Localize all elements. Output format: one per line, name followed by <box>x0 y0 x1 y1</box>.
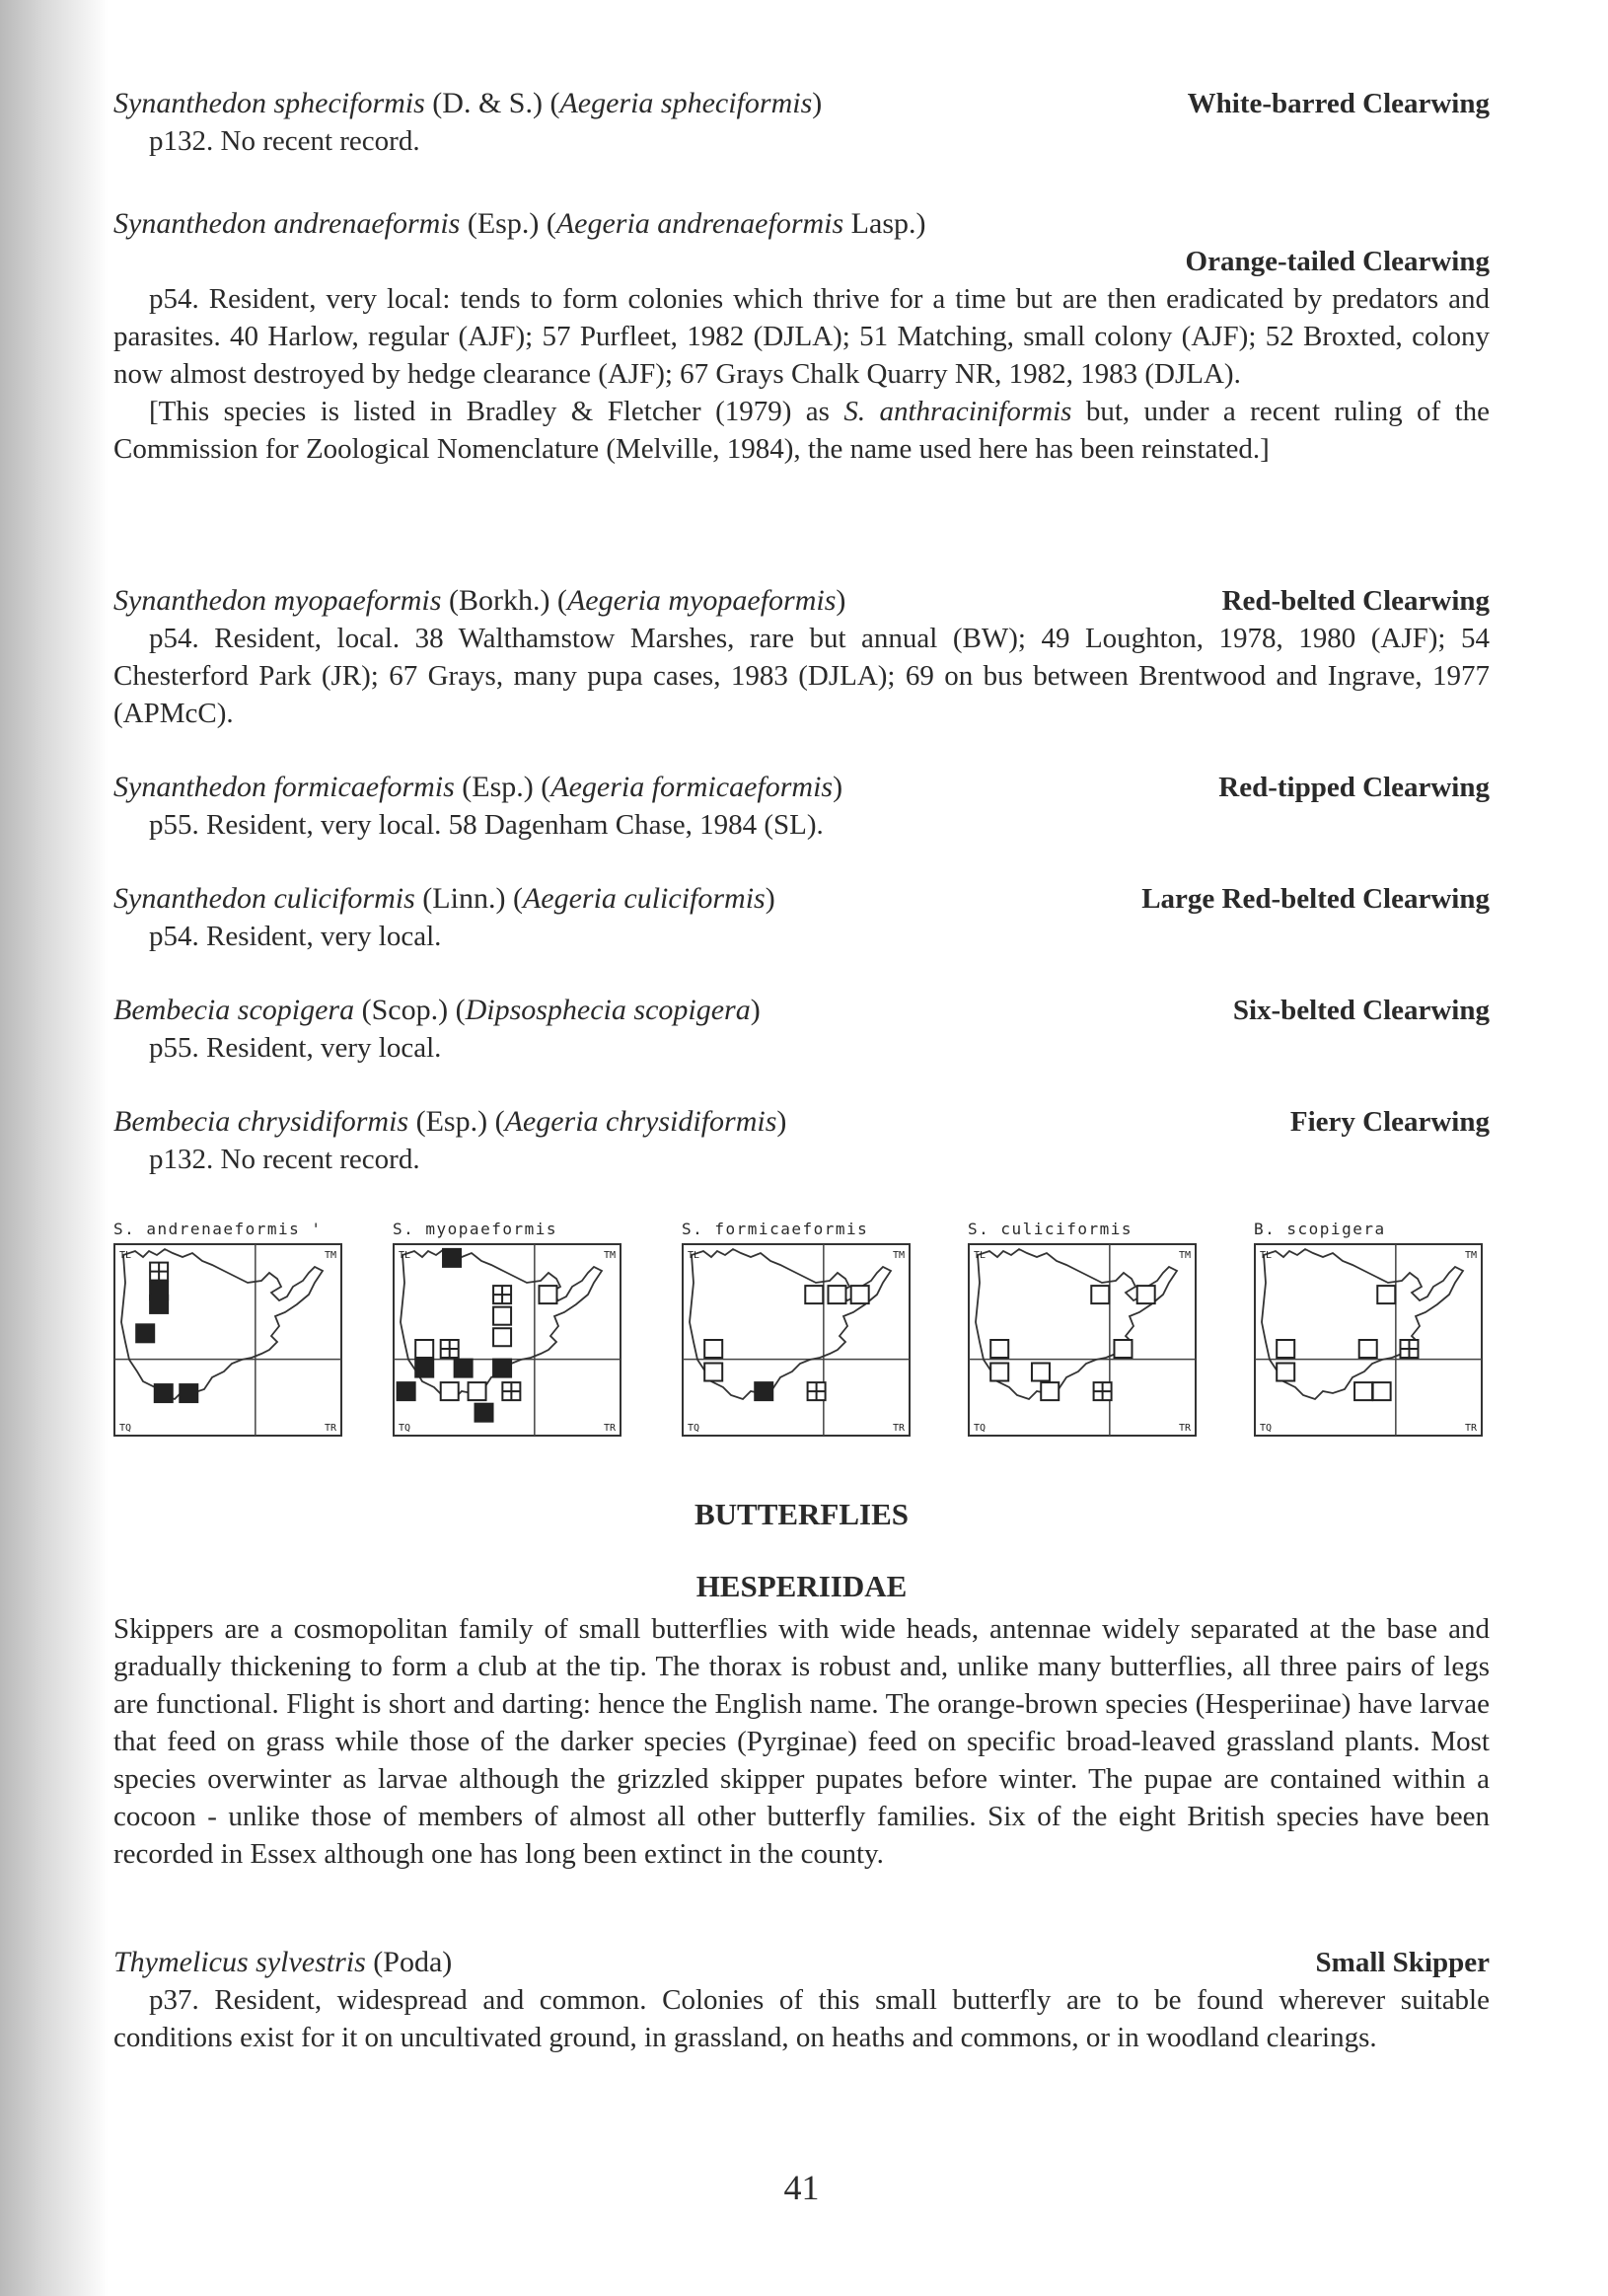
common-name: Orange-tailed Clearwing <box>1185 246 1490 277</box>
record-marker-empty <box>1354 1382 1372 1400</box>
record-marker-filled <box>398 1382 415 1400</box>
record-marker-empty <box>1041 1382 1059 1400</box>
grid-square-label: TR <box>1464 1423 1477 1434</box>
grid-square-label: TL <box>1260 1250 1273 1261</box>
record-marker-empty <box>493 1307 511 1325</box>
map-title: S. formicaeformis <box>682 1220 869 1238</box>
common-name: Small Skipper <box>1315 1947 1490 1978</box>
record-marker-filled <box>415 1360 433 1377</box>
entry-text: p54. Resident, very local: tends to form colonies which thrive for a time but are then eradicated by predators and parasites. 40 Harlow, regular (AJF); 57 Purfleet, 1982 (DJLA); 51 Matching, small colony (AJF); 52 Broxted, colony now almost destroyed by hedge clearance (AJF); 67 Grays Chalk Quarry NR, 1982, 1983 (DJLA). <box>113 283 1490 390</box>
grid-square-label: TQ <box>1260 1423 1273 1434</box>
species-entry-scopigera <box>113 992 1490 1067</box>
record-marker-filled <box>150 1296 168 1313</box>
entry-text: p37. Resident, widespread and common. Colonies of this small butterfly are to be found wherever suitable conditions exist for it on uncultivated ground, in grassland, on heaths and commons, or in woodland clearings. <box>113 1984 1490 2053</box>
grid-square-label: TM <box>603 1250 616 1261</box>
distribution-maps <box>113 1220 1490 1446</box>
record-marker-filled <box>136 1324 154 1342</box>
authority-tail: ) <box>836 584 846 617</box>
species-entry-spheciformis <box>113 85 1490 160</box>
record-marker-empty <box>415 1340 433 1358</box>
common-name: White-barred Clearwing <box>1187 88 1490 119</box>
map-title: S. myopaeformis <box>393 1220 557 1238</box>
record-marker-empty <box>990 1364 1008 1381</box>
distribution-map <box>113 1220 350 1437</box>
record-marker-empty <box>539 1286 556 1303</box>
record-marker-empty <box>1373 1382 1391 1400</box>
species-entry-formicaeformis <box>113 769 1490 844</box>
record-marker-empty <box>828 1286 845 1303</box>
essex-map <box>113 1243 342 1437</box>
record-marker-empty <box>1277 1340 1294 1358</box>
grid-square-label: TL <box>688 1250 700 1261</box>
species-entry-andrenaeformis <box>113 205 1490 468</box>
taxonomic-note: [This species is listed in Bradley & Fletcher (1979) as S. anthraciniformis but, under a recent ruling of the Commission for Zoological Nomenclature (Melville, 1984), the name used here has been reinstated.] <box>113 396 1490 465</box>
page-number: 41 <box>783 2168 820 2207</box>
species-name: Synanthedon culiciformis <box>113 882 415 915</box>
entry-text: p55. Resident, very local. <box>149 1032 442 1064</box>
authority-tail: Lasp.) <box>843 207 926 240</box>
grid-square-label: TQ <box>119 1423 132 1434</box>
species-entry-chrysidiformis <box>113 1103 1490 1178</box>
map-title: S. culiciformis <box>968 1220 1133 1238</box>
grid-square-label: TR <box>603 1423 616 1434</box>
family-description <box>113 1610 1490 1873</box>
species-name: Bembecia scopigera <box>113 994 355 1026</box>
synonym: Aegeria myopaeformis <box>566 584 837 617</box>
grid-square-label: TR <box>1178 1423 1191 1434</box>
grid-square-label: TQ <box>688 1423 700 1434</box>
entry-header <box>113 582 1490 620</box>
family-heading: HESPERIIDAE <box>695 1569 908 1603</box>
species-entry-sylvestris <box>113 1944 1490 2056</box>
entry-text: p55. Resident, very local. 58 Dagenham Chase, 1984 (SL). <box>149 809 824 841</box>
species-name: Synanthedon spheciformis <box>113 87 425 119</box>
species-name: Synanthedon myopaeformis <box>113 584 442 617</box>
authority: (Esp.) ( <box>408 1105 505 1138</box>
entry-header <box>113 992 1490 1029</box>
grid-square-label: TL <box>399 1250 411 1261</box>
synonym: Aegeria spheciformis <box>559 87 813 119</box>
grid-square-label: TM <box>324 1250 336 1261</box>
common-name: Six-belted Clearwing <box>1232 995 1490 1026</box>
record-marker-filled <box>155 1384 173 1402</box>
entry-text: p132. No recent record. <box>149 125 420 157</box>
authority: (Esp.) ( <box>460 207 556 240</box>
grid-square-label: TM <box>892 1250 905 1261</box>
species-entry-myopaeformis <box>113 582 1490 732</box>
record-marker-filled <box>443 1249 461 1267</box>
essex-map <box>968 1243 1197 1437</box>
record-marker-empty <box>493 1328 511 1346</box>
authority: (Esp.) ( <box>454 771 551 803</box>
record-marker-empty <box>1091 1286 1109 1303</box>
authority: (Linn.) ( <box>414 882 523 915</box>
entry-header <box>113 205 1490 243</box>
authority-tail: ) <box>765 882 775 915</box>
record-marker-empty <box>1032 1364 1050 1381</box>
record-marker-empty <box>1114 1340 1132 1358</box>
record-marker-empty <box>851 1286 869 1303</box>
authority: (Poda) <box>365 1946 453 1978</box>
species-name: Thymelicus sylvestris <box>113 1946 366 1978</box>
synonym: Aegeria chrysidiformis <box>504 1105 777 1138</box>
grid-square-label: TR <box>324 1423 336 1434</box>
species-name: Synanthedon formicaeformis <box>113 771 455 803</box>
entry-header <box>113 1944 1490 1981</box>
record-marker-filled <box>493 1360 511 1377</box>
authority-tail: ) <box>750 994 761 1026</box>
entry-header <box>113 769 1490 806</box>
species-name: Synanthedon andrenaeformis <box>113 207 461 240</box>
record-marker-empty <box>805 1286 823 1303</box>
grid-square-label: TR <box>892 1423 905 1434</box>
authority: (Borkh.) ( <box>441 584 567 617</box>
synonym: Aegeria formicaeformis <box>550 771 834 803</box>
record-marker-filled <box>755 1382 772 1400</box>
record-marker-empty <box>469 1382 486 1400</box>
entry-text: p54. Resident, very local. <box>149 921 442 952</box>
record-marker-empty <box>1137 1286 1155 1303</box>
essex-map <box>682 1243 911 1437</box>
record-marker-empty <box>1277 1364 1294 1381</box>
record-marker-empty <box>1359 1340 1377 1358</box>
record-marker-empty <box>704 1340 722 1358</box>
entry-header <box>113 85 1490 122</box>
entry-text: p54. Resident, local. 38 Walthamstow Marshes, rare but annual (BW); 49 Loughton, 1978, 1980 (AJF); 54 Chesterford Park (JR); 67 Grays, many pupa cases, 1983 (DJLA); 69 on bus between Brentwood and Ingrave, 1977 (APMcC). <box>113 623 1490 729</box>
common-name: Red-tipped Clearwing <box>1218 772 1490 803</box>
common-name: Red-belted Clearwing <box>1221 585 1490 617</box>
record-marker-filled <box>455 1360 473 1377</box>
synonym: Dipsosphecia scopigera <box>465 994 751 1026</box>
distribution-map <box>393 1220 629 1437</box>
authority: (Scop.) ( <box>354 994 466 1026</box>
record-marker-empty <box>441 1382 459 1400</box>
grid-square-label: TM <box>1178 1250 1191 1261</box>
authority-tail: ) <box>776 1105 787 1138</box>
entry-header <box>113 1103 1490 1141</box>
grid-square-label: TL <box>974 1250 987 1261</box>
grid-square-label: TL <box>119 1250 132 1261</box>
synonym: Aegeria andrenaeformis <box>555 207 844 240</box>
record-marker-empty <box>704 1364 722 1381</box>
distribution-map <box>682 1220 918 1437</box>
authority-tail: ) <box>833 771 843 803</box>
grid-square-label: TQ <box>399 1423 411 1434</box>
synonym: Aegeria culiciformis <box>522 882 766 915</box>
map-title: B. scopigera <box>1254 1220 1386 1238</box>
distribution-map <box>1254 1220 1491 1437</box>
grid-square-label: TQ <box>974 1423 987 1434</box>
authority-tail: ) <box>812 87 823 119</box>
section-heading: BUTTERFLIES <box>694 1497 910 1531</box>
essex-map <box>1254 1243 1483 1437</box>
entry-header <box>113 880 1490 918</box>
record-marker-filled <box>475 1404 493 1422</box>
species-name: Bembecia chrysidiformis <box>113 1105 409 1138</box>
record-marker-filled <box>180 1384 197 1402</box>
family-text: Skippers are a cosmopolitan family of small butterflies with wide heads, antennae widely separated at the base and gradually thickening to form a club at the tip. The thorax is robust and, unlike many butterflies, all three pairs of legs are functional. Flight is short and darting: hence the English name. The orange-brown species (Hesperiinae) have larvae that feed on grass while those of the darker species (Pyrginae) feed on specific broad-leaved grassland plants. Most species overwinter as larvae although the grizzled skipper pupates before winter. The pupae are contained within a cocoon - unlike those of members of almost all other butterfly families. Six of the eight British species have been recorded in Essex although one has long been extinct in the county. <box>113 1613 1490 1870</box>
record-marker-empty <box>1377 1286 1395 1303</box>
common-name: Large Red-belted Clearwing <box>1141 883 1490 915</box>
authority: (D. & S.) ( <box>424 87 560 119</box>
essex-map <box>393 1243 621 1437</box>
species-entry-culiciformis <box>113 880 1490 955</box>
record-marker-empty <box>990 1340 1008 1358</box>
entry-text: p132. No recent record. <box>149 1144 420 1175</box>
map-title: S. andrenaeformis ' <box>113 1220 323 1238</box>
distribution-map <box>968 1220 1205 1437</box>
grid-square-label: TM <box>1464 1250 1477 1261</box>
common-name: Fiery Clearwing <box>1289 1106 1490 1138</box>
